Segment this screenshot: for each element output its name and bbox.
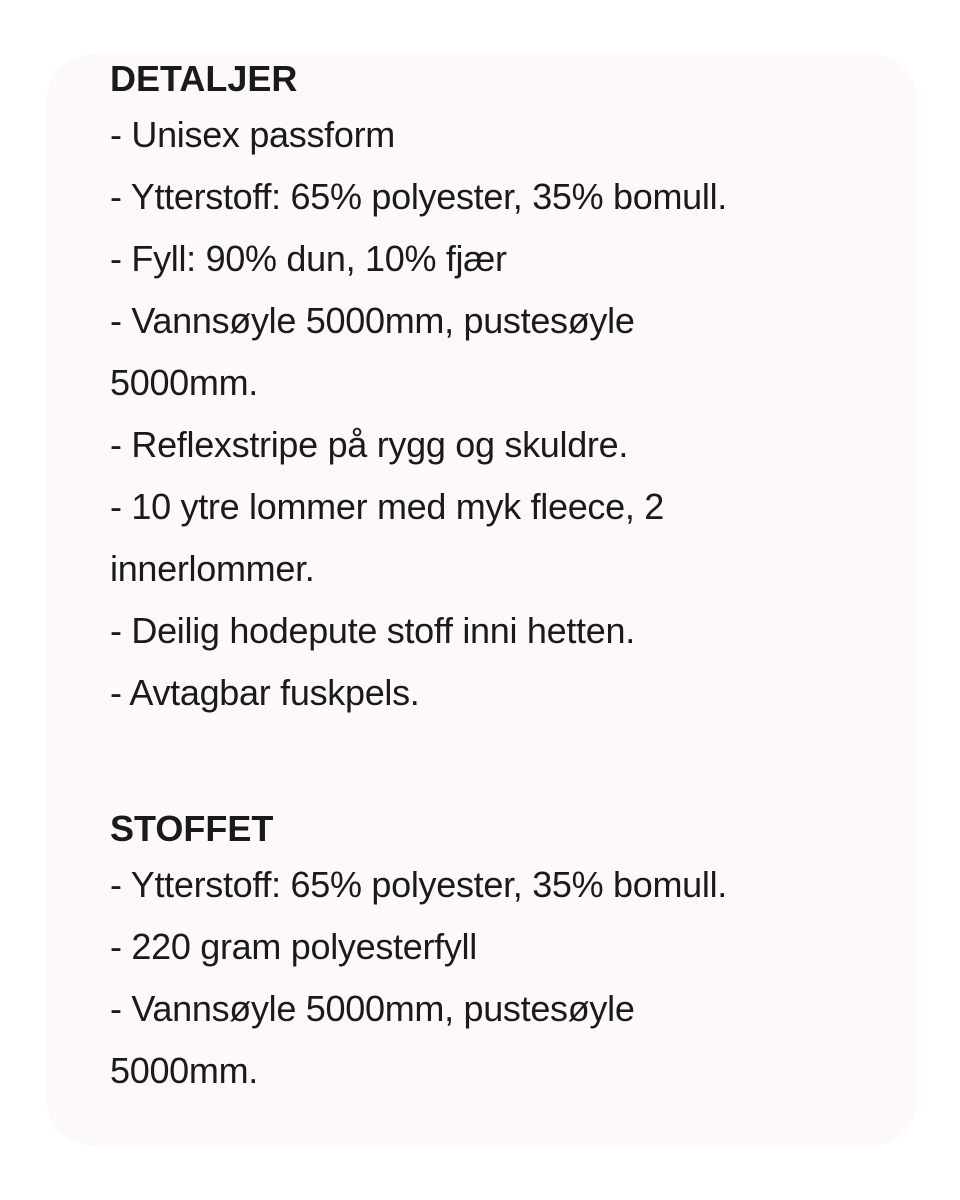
- detail-line: - 10 ytre lommer med myk fleece, 2: [110, 486, 664, 527]
- fabric-line: - 220 gram polyesterfyll: [110, 926, 477, 967]
- fabric-line: 5000mm.: [110, 1050, 258, 1091]
- detail-line: - Avtagbar fuskpels.: [110, 672, 420, 713]
- detail-line: - Fyll: 90% dun, 10% fjær: [110, 238, 507, 279]
- section-heading-detaljer: DETALJER: [110, 58, 298, 99]
- section-stoffet: [110, 804, 910, 1102]
- detail-line: innerlommer.: [110, 548, 315, 589]
- detail-line: - Ytterstoff: 65% polyester, 35% bomull.: [110, 176, 727, 217]
- detail-line: - Unisex passform: [110, 114, 395, 155]
- detail-line: - Vannsøyle 5000mm, pustesøyle: [110, 300, 635, 341]
- fabric-line: - Ytterstoff: 65% polyester, 35% bomull.: [110, 864, 727, 905]
- product-details: [110, 54, 910, 1102]
- detail-line: - Deilig hodepute stoff inni hetten.: [110, 610, 635, 651]
- fabric-line: - Vannsøyle 5000mm, pustesøyle: [110, 988, 635, 1029]
- section-heading-stoffet: STOFFET: [110, 808, 274, 849]
- detail-line: - Reflexstripe på rygg og skuldre.: [110, 424, 629, 465]
- section-spacer: [110, 724, 910, 804]
- detail-line: 5000mm.: [110, 362, 258, 403]
- section-detaljer: [110, 54, 910, 724]
